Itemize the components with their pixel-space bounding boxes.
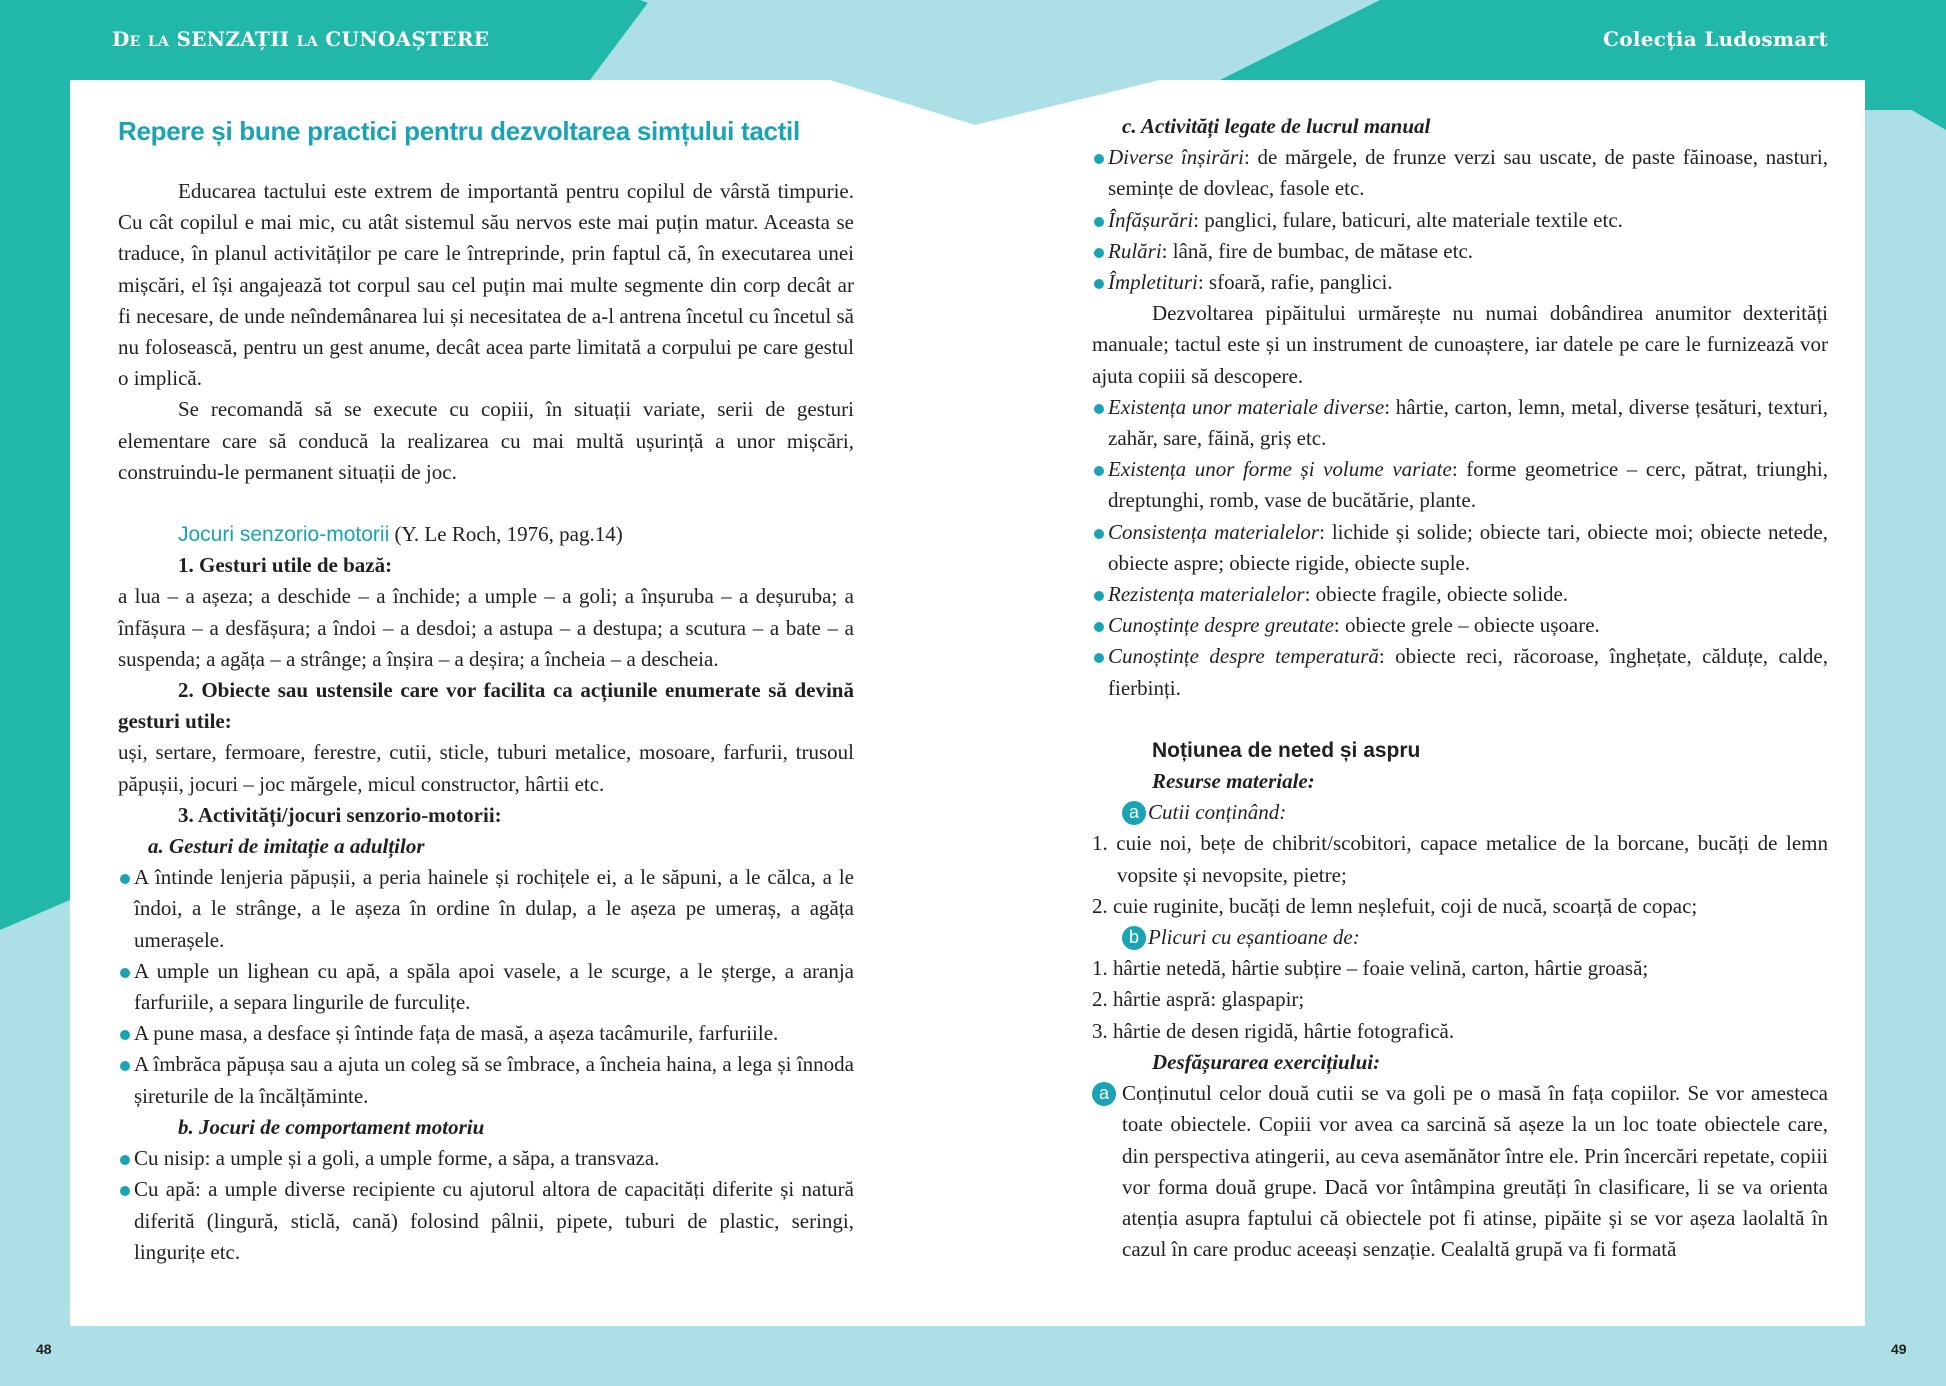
list-item (1092, 205, 1828, 236)
header-left-prefix: De la (112, 27, 177, 51)
list-item-term: Diverse înșirări (1108, 145, 1244, 170)
running-header-right: Colecția Ludosmart (1603, 27, 1828, 51)
list-item-text: : obiecte grele – obiecte ușoare. (1333, 613, 1600, 638)
list-item: 2. hârtie aspră: glaspapir; (1092, 987, 1305, 1012)
games-title: Jocuri senzorio-motorii (178, 523, 390, 547)
list-item-term: Rulări (1108, 238, 1162, 263)
list-item: A pune masa, a desface și întinde fața de masă, a așeza tacâmurile, farfuriile. (118, 1018, 854, 1049)
list-item: A îmbrăca păpușa sau a ajuta un coleg să se îmbrace, a încheia haina, a lega și înnoda șireturile de la încălțăminte. (118, 1049, 854, 1111)
right-column (1092, 111, 1828, 1265)
basic-gestures-text: a lua – a așeza; a deschide – a închide; a umple – a goli; a înșuruba – a deșuruba; a înfășura – a desfășura; a îndoi – a desdoi; a astupa – a destupa; a scutura – a bate – a suspenda; a agăța – a strânge; a înșira – a deșira; a încheia – a descheia. (118, 584, 854, 671)
list-item (1092, 517, 1828, 579)
page-number-left: 48 (36, 1341, 52, 1357)
list-item (1092, 267, 1828, 298)
list-item (1092, 579, 1828, 610)
list-item: 1. hârtie netedă, hârtie subțire – foaie velină, carton, hârtie groasă; (1092, 956, 1649, 981)
header-left-end: CUNOAȘTERE (325, 27, 490, 51)
left-column (118, 114, 854, 1268)
list-item-text: : lână, fire de bumbac, de mătase etc. (1161, 238, 1474, 263)
list-item-term: Existența unor materiale diverse (1108, 394, 1385, 419)
resources-title: Resurse materiale: (1152, 769, 1315, 794)
boxes-heading (1092, 797, 1828, 828)
badge-a-icon: a (1122, 801, 1146, 825)
running-header-left (112, 27, 489, 51)
objects-text: uși, sertare, fermoare, ferestre, cutii, sticle, tuburi metalice, mosoare, farfurii, trusoul păpușii, jocuri – joc mărgele, micul constructor, hârtii etc. (118, 740, 854, 796)
intro-paragraph-1: Educarea tactului este extrem de importantă pentru copilul de vârstă timpurie. Cu cât copilul e mai mic, cu atât sistemul său nervos este mai puțin matur. Aceasta se traduce, în planul activităților pe care le întreprinde, prin faptul că, în executarea unei mișcări, el își angajează tot corpul sau cel puțin mai multe segmente din corp decât ar fi necesare, de unde neîndemânarea lui și necesitatea de a-l antrena încetul cu încetul să nu folosească, pentru un gest anume, decât acea parte limitată a corpului pe care gestul o implică. (118, 179, 854, 391)
procedure-paragraph (1092, 1078, 1828, 1265)
list-item-term: Existența unor forme și volume variate (1108, 457, 1452, 482)
list-item-text: : de mărgele, de frunze verzi sau uscate, de paste făinoase, nasturi, semințe de dovleac, fasole etc. (1108, 145, 1828, 201)
list-item: A întinde lenjeria păpușii, a peria hainele și rochițele ei, a le săpuni, a le călca, a le îndoi, a le strânge, a le așeza în ordine în dulap, a le așeza pe umeraș, a agăța umerașele. (118, 862, 854, 956)
list-item-text: : obiecte fragile, obiecte solide. (1304, 582, 1569, 607)
list-item-term: Consistența materialelor (1108, 519, 1320, 544)
envelopes-title: Plicuri cu eșantioane de: (1148, 925, 1360, 950)
header-left-main: SENZAȚII (176, 27, 290, 51)
page-number-right: 49 (1891, 1341, 1907, 1357)
list-item: A umple un lighean cu apă, a spăla apoi vasele, a le scurge, a le șterge, a aranja farfuriile, a separa lingurile de furculițe. (118, 956, 854, 1018)
badge-b-icon: b (1122, 926, 1146, 950)
list-item (1092, 142, 1828, 204)
list-item-term: Cunoștințe despre temperatură (1108, 644, 1379, 669)
touch-paragraph: Dezvoltarea pipăitului urmărește nu numai dobândirea anumitor dexterități manuale; tactul este și un instrument de cunoaștere, iar datele pe care le furnizează vor ajuta copiii să descopere. (1092, 301, 1828, 388)
list-item-text: : panglici, fulare, baticuri, alte materiale textile etc. (1193, 207, 1623, 232)
heading-objects: 2. Obiecte sau ustensile care vor facilita ca acțiunile enumerate să devină gesturi utile: (118, 678, 854, 734)
list-item-term: Cunoștințe despre greutate (1108, 613, 1334, 638)
header-left-mid: la (289, 27, 326, 51)
heading-activities: 3. Activități/jocuri senzorio-motorii: (178, 802, 502, 827)
list-item (1092, 610, 1828, 641)
list-item: 2. cuie ruginite, bucăți de lemn neșlefuit, coji de nucă, scoarță de copac; (1092, 893, 1698, 918)
subheading-motor-behavior: b. Jocuri de comportament motoriu (178, 1114, 485, 1139)
list-item (1092, 236, 1828, 267)
section-title: Repere și bune practici pentru dezvoltarea simțului tactil (118, 116, 800, 146)
left-lower-band (0, 900, 70, 1330)
list-item-text: : obiecte reci, răcoroase, înghețate, călduțe, calde, fierbinți. (1108, 644, 1828, 700)
games-heading (118, 519, 854, 550)
list-item (1092, 641, 1828, 703)
list-item: Cu nisip: a umple și a goli, a umple forme, a săpa, a transvaza. (118, 1143, 854, 1174)
intro-paragraph-2: Se recomandă să se execute cu copiii, în situații variate, serii de gesturi elementare care să conducă la realizarea cu mai multă ușurință a unor mișcări, construindu-le permanent situații de joc. (118, 397, 854, 484)
notion-title: Noțiunea de neted și aspru (1152, 738, 1421, 762)
procedure-title: Desfășurarea exercițiului: (1152, 1049, 1381, 1074)
list-item (1092, 392, 1828, 454)
list-item-text: : sfoară, rafie, panglici. (1197, 270, 1393, 295)
list-item-text: : lichide și solide; obiecte tari, obiecte moi; obiecte netede, obiecte aspre; obiecte rigide, obiecte suple. (1108, 519, 1828, 575)
list-item: Cu apă: a umple diverse recipiente cu ajutorul altora de capacități diferite și natură diferită (lingură, sticlă, cană) folosind pâlnii, pipete, tuburi de plastic, seringi, lingurițe etc. (118, 1174, 854, 1268)
list-item-term: Împletituri (1108, 270, 1198, 295)
envelopes-heading (1092, 922, 1828, 953)
subheading-imitation: a. Gesturi de imitație a adulților (148, 834, 425, 859)
list-item-text: : hârtie, carton, lemn, metal, diverse țesături, texturi, zahăr, sare, făină, griș etc. (1108, 394, 1828, 451)
procedure-text: Conținutul celor două cutii se va goli pe o masă în fața copiilor. Se vor amesteca toate obiectele. Copiii vor avea ca sarcină să așeze la un loc toate obiectele care, din perspectiva atingerii, au ceva asemănător între ele. Prin încercări repetate, copiii vor forma două grupe. Dacă vor întâmpina greutăți în clasificare, li se va orienta atenția asupra faptului că obiectele pot fi atinse, pipăite și se vor așeza laolaltă în cazul în care produc aceeași senzație. Cealaltă grupă va fi formată (1122, 1081, 1828, 1262)
badge-a-icon: a (1092, 1082, 1116, 1106)
list-item-term: Rezistența materialelor (1108, 582, 1305, 607)
list-item: 3. hârtie de desen rigidă, hârtie fotografică. (1092, 1018, 1455, 1043)
boxes-title: Cutii conținând: (1148, 800, 1287, 825)
heading-basic-gestures: 1. Gesturi utile de bază: (178, 553, 393, 578)
games-reference: (Y. Le Roch, 1976, pag.14) (389, 522, 623, 547)
list-item-term: Înfășurări (1108, 207, 1194, 232)
list-item: 1. cuie noi, bețe de chibrit/scobitori, capace metalice de la borcane, bucăți de lemn vopsite și nevopsite, pietre; (1092, 831, 1828, 887)
list-item-text: : forme geometrice – cerc, pătrat, triunghi, dreptunghi, romb, vase de bucătărie, plante. (1108, 457, 1829, 513)
list-item (1092, 454, 1828, 516)
subheading-manual-work: c. Activități legate de lucrul manual (1122, 114, 1431, 138)
